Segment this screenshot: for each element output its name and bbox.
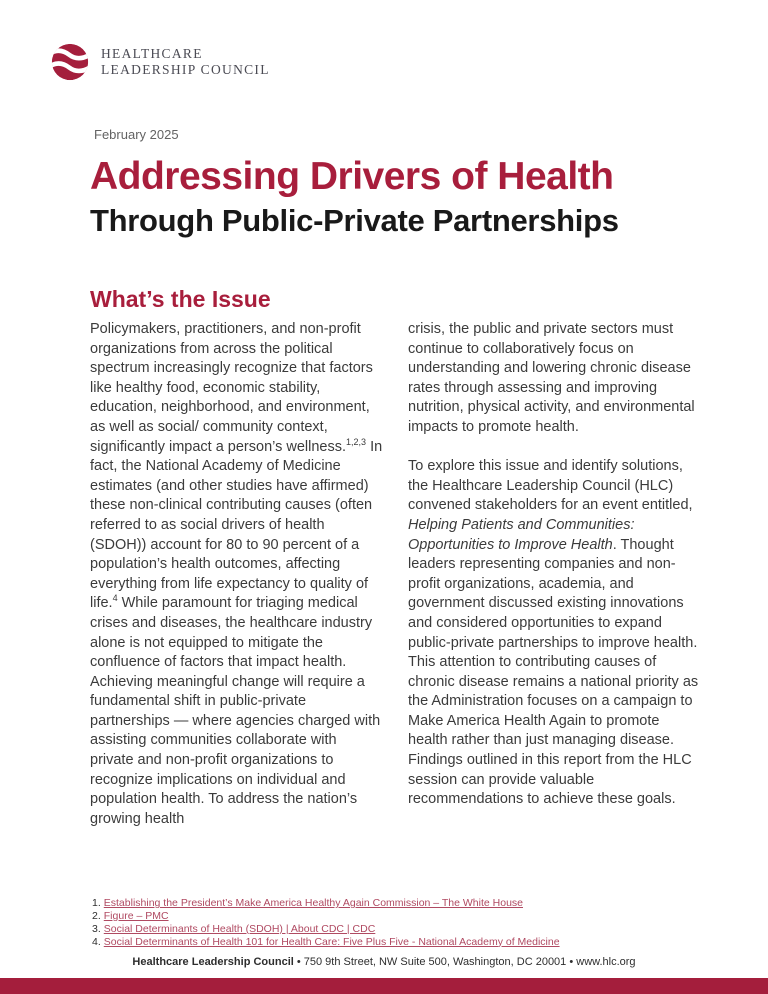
footnote-number: 1. [92,897,101,909]
document-title-line1: Addressing Drivers of Health [90,155,614,198]
footnote-3 [92,923,560,936]
left-column [90,320,384,829]
footer-address-text: • 750 9th Street, NW Suite 500, Washington, DC 20001 • www.hlc.org [293,956,636,968]
body-text: Policymakers, practitioners, and non-profit organizations from across the political spectrum increasingly recognize that factors like healthy food, economic stability, education, neighborhood, and environment, as well as social/ community context, significantly impact a person’s wellness. [90,321,373,455]
document-title-line2: Through Public-Private Partnerships [90,203,619,238]
footnote-link-nam[interactable]: Social Determinants of Health 101 for Health Care: Five Plus Five - National Academy of Medicine [103,935,560,948]
footnote-link-white-house[interactable]: Establishing the President’s Make America Healthy Again Commission – The White House [103,897,523,909]
footnote-link-cdc[interactable]: Social Determinants of Health (SDOH) | About CDC | CDC [103,922,376,935]
footnote-1 [92,897,560,910]
logo-line-2: LEADERSHIP COUNCIL [101,62,270,77]
footnote-4 [92,936,560,949]
footnote-number: 4. [92,935,101,948]
hlc-wave-globe-icon [50,42,90,82]
hlc-logo [50,42,270,82]
body-text: In fact, the National Academy of Medicine estimates (and other studies have affirmed) these non-clinical contributing causes (often referred to as social drivers of health (SDOH)) account for 80 to 90 percent of a population’s health outcomes, affecting everything from life expectancy to quality of life. [90,438,383,612]
hlc-logo-wordmark [101,46,270,78]
logo-line-1: HEALTHCARE [101,46,203,61]
publication-date: February 2025 [94,127,179,142]
event-title-italic: Helping Patients and Communities: Opportunities to Improve Health [408,516,635,553]
footnote-ref-4: 4 [112,593,118,604]
footnote-number: 2. [92,909,101,922]
footer-address [0,956,768,968]
right-column [408,320,702,829]
left-column-paragraph [90,320,384,829]
body-columns [90,320,702,829]
body-text: While paramount for triaging medical crises and diseases, the healthcare industry alone is not equipped to mitigate the confluence of factors that impact health. Achieving meaningful change will require a fundamental shift in public-private partnerships — where agencies charged with assisting communities collaborate with private and non-profit organizations to recognize implications on individual and population health. To address the nation’s growing health [90,595,381,827]
footnotes-list [92,897,560,949]
right-column-paragraph-2 [408,457,702,810]
footer-org-name: Healthcare Leadership Council [132,956,294,968]
bottom-accent-bar [0,978,768,994]
body-text: To explore this issue and identify solutions, the Healthcare Leadership Council (HLC) convened stakeholders for an event entitled, [408,458,693,514]
body-text: . Thought leaders representing companies and non-profit organizations, academia, and government discussed existing innovations and considered opportunities to expand public-private partnerships to improve health. This attention to contributing causes of chronic disease remains a national priority as the Administration focuses on a campaign to Make America Health Again to promote health rather than just managing disease. Findings outlined in this report from the HLC session can provide valuable recommendations to achieve these goals. [408,536,699,808]
footnote-2 [92,910,560,923]
section-heading-whats-the-issue: What’s the Issue [90,286,271,312]
right-column-paragraph-1: crisis, the public and private sectors must continue to collaboratively focus on understanding and lowering chronic disease rates through assessing and improving nutrition, physical activity, and environmental impacts to promote health. [408,321,695,435]
footnote-link-pmc[interactable]: Figure – PMC [103,909,169,922]
footnote-ref-123: 1,2,3 [346,436,367,447]
footnote-number: 3. [92,922,101,935]
